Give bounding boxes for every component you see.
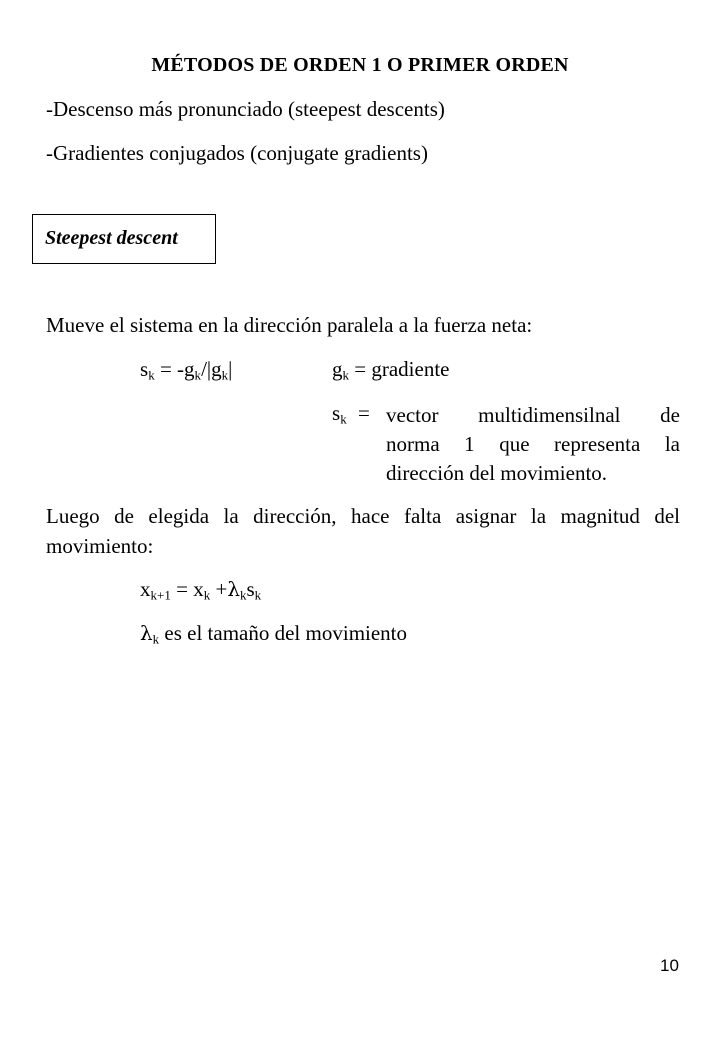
section-heading: Steepest descent — [45, 227, 178, 249]
direction-definition: vector multidimensilnal de norma 1 que representa la dirección del movimiento. — [386, 403, 680, 485]
page-number: 10 — [660, 956, 679, 975]
method-item-conjugate: -Gradientes conjugados (conjugate gradients) — [46, 141, 428, 165]
direction-symbol: $s_k$ = — [332, 401, 370, 427]
gradient-definition: $g_k$ = gradiente — [332, 357, 450, 383]
section-box — [32, 214, 216, 264]
page-title: MÉTODOS DE ORDEN 1 O PRIMER ORDEN — [151, 54, 569, 76]
method-item-steepest: -Descenso más pronunciado (steepest descents) — [46, 97, 445, 121]
step-size-definition: $\lambda_k$ es el tamaño del movimiento — [140, 621, 408, 647]
equation-update: $x_{k+1} = x_k +\lambda_ks_k$ — [140, 577, 262, 603]
magnitude-paragraph: Luego de elegida la dirección, hace falta asignar la magnitud del movimiento: — [46, 504, 680, 558]
equation-direction: $s_k = -g_k/|g_k|$ — [140, 357, 233, 383]
intro-paragraph: Mueve el sistema en la dirección paralela a la fuerza neta: — [46, 313, 533, 337]
